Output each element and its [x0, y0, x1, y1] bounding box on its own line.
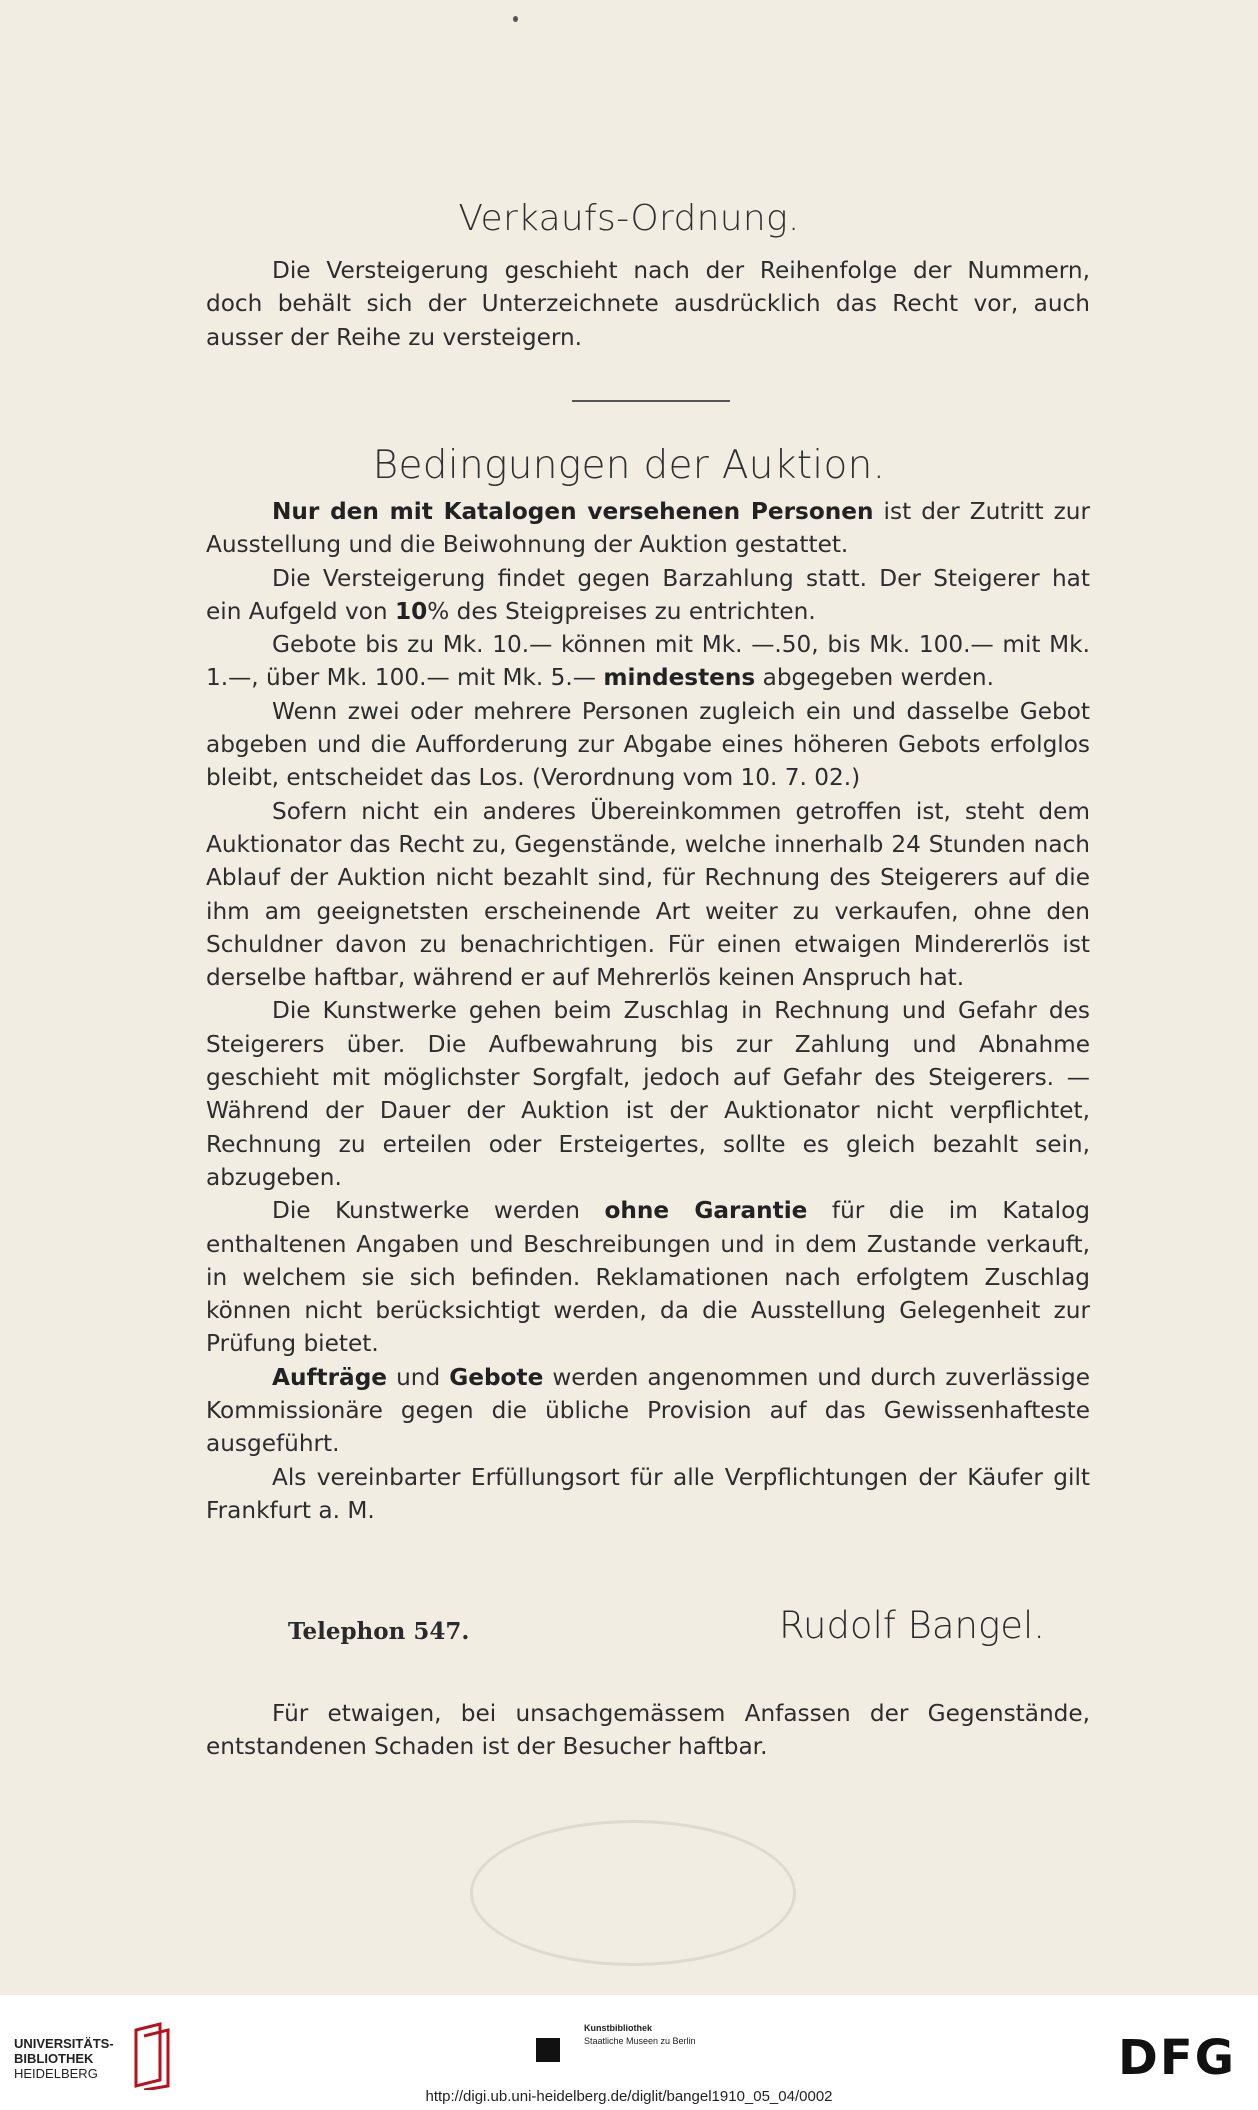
- text-span: und: [387, 1363, 450, 1391]
- permalink-url[interactable]: http://digi.ub.uni-heidelberg.de/diglit/bangel1910_05_04/0002: [425, 2088, 833, 2105]
- paragraph-2: [206, 562, 1090, 629]
- text-span: Die Kunstwerke werden: [272, 1197, 605, 1225]
- ub-heidelberg-wordmark: [14, 2036, 114, 2081]
- kunstbibliothek-wordmark: [584, 2022, 696, 2048]
- paragraph-9: Als vereinbarter Erfüllungsort für alle Verpflichtungen der Käufer gilt Frankfurt a. M.: [206, 1463, 1090, 1524]
- paragraph-4: Wenn zwei oder mehrere Personen zugleich ein und dasselbe Gebot abgeben und die Aufforderung zur Abgabe eines höheren Gebots erfolglos bleibt, entscheidet das Los. (Verordnung vom 10. 7. 02.): [206, 697, 1090, 792]
- library-line: HEIDELBERG: [14, 2066, 98, 2081]
- text-span: % des Steigpreises zu entrichten.: [427, 597, 816, 625]
- text-span: für die im Katalog enthaltenen Angaben und Beschreibungen und in dem Zustande verkauft, in welchem sie sich befinden. Reklamationen nach erfolgtem Zuschlag können nicht berücksichtigt werden, da die Ausstellung Gelegenheit zur Prüfung bietet.: [206, 1197, 1090, 1358]
- dfg-logo: DFG: [1118, 2030, 1237, 2086]
- ink-speck: [513, 16, 518, 22]
- text-span: ist der Zutritt zur Ausstellung und die Beiwohnung der Auktion gestattet.: [206, 498, 1091, 559]
- telephone-number: Telephon 547.: [288, 1618, 470, 1645]
- bold-phrase: Aufträge: [272, 1363, 388, 1391]
- kunstbibliothek-logo-icon: [536, 2038, 560, 2062]
- text-span: Gebote bis zu Mk. 10.— können mit Mk. —.50, bis Mk. 100.— mit Mk. 1.—, über Mk. 100.— mit Mk. 5.—: [206, 631, 1090, 692]
- library-line: UNIVERSITÄTS-: [14, 2036, 114, 2051]
- section-verkaufsordnung-text: [206, 254, 1090, 354]
- faded-library-stamp: [470, 1820, 796, 1966]
- text-span: Die Versteigerung findet gegen Barzahlung statt. Der Steigerer hat ein Aufgeld von: [206, 564, 1090, 625]
- library-line: BIBLIOTHEK: [14, 2051, 94, 2066]
- paragraph-7: [206, 1194, 1090, 1360]
- section-bedingungen-text: [206, 495, 1090, 1527]
- bold-phrase: Gebote: [449, 1363, 544, 1391]
- paragraph-1: [206, 495, 1090, 562]
- bold-phrase: 10: [395, 597, 428, 625]
- paragraph-5: Sofern nicht ein anderes Übereinkommen getroffen ist, steht dem Auktionator das Recht zu, Gegenstände, welche innerhalb 24 Stunden nach Ablauf der Auktion nicht bezahlt sind, für Rechnung des Steigerers auf die ihm am geeignetsten erscheinende Art weiter zu verkaufen, ohne den Schuldner davon zu benachrichtigen. Für einen etwaigen Mindererlös ist derselbe haftbar, während er auf Mehrerlös keinen Anspruch hat.: [206, 797, 1090, 992]
- section-title-verkaufsordnung: Verkaufs-Ordnung.: [458, 198, 800, 239]
- ub-heidelberg-logo-icon: [130, 2020, 172, 2090]
- bold-phrase: mindestens: [603, 664, 756, 692]
- kb-line: Staatliche Museen zu Berlin: [584, 2036, 696, 2046]
- kb-line: Kunstbibliothek: [584, 2023, 652, 2033]
- paragraph-6: Die Kunstwerke gehen beim Zuschlag in Rechnung und Gefahr des Steigerers über. Die Aufbewahrung bis zur Zahlung und Abnahme geschieht mit möglichster Sorgfalt, jedoch auf Gefahr des Steigerers. — Während der Dauer der Auktion ist der Auktionator nicht verpflichtet, Rechnung zu erteilen oder Ersteigertes, sollte es gleich bezahlt sein, abzugeben.: [206, 997, 1090, 1191]
- bold-phrase: Nur den mit Katalogen versehenen Personen: [272, 498, 874, 525]
- paragraph: Für etwaigen, bei unsachgemässem Anfassen der Gegenstände, entstandenen Schaden ist der Besucher haftbar.: [206, 1700, 1090, 1761]
- paragraph-3: [206, 628, 1090, 695]
- liability-note: [206, 1697, 1090, 1764]
- signature-row: [206, 1604, 1090, 1654]
- text-span: abgegeben werden.: [755, 664, 994, 692]
- section-title-bedingungen: Bedingungen der Auktion.: [372, 443, 886, 488]
- paragraph: Die Versteigerung geschieht nach der Reihenfolge der Nummern, doch behält sich der Unterzeichnete ausdrücklich das Recht vor, auch ausser der Reihe zu versteigern.: [206, 257, 1090, 351]
- divider-rule: [572, 400, 730, 402]
- bold-phrase: ohne Garantie: [604, 1197, 808, 1225]
- text-span: werden angenommen und durch zuverlässige Kommissionäre gegen die übliche Provision auf das Gewissenhafteste ausgeführt.: [206, 1363, 1090, 1458]
- signer-name: Rudolf Bangel.: [778, 1604, 1045, 1647]
- paragraph-8: [206, 1361, 1090, 1461]
